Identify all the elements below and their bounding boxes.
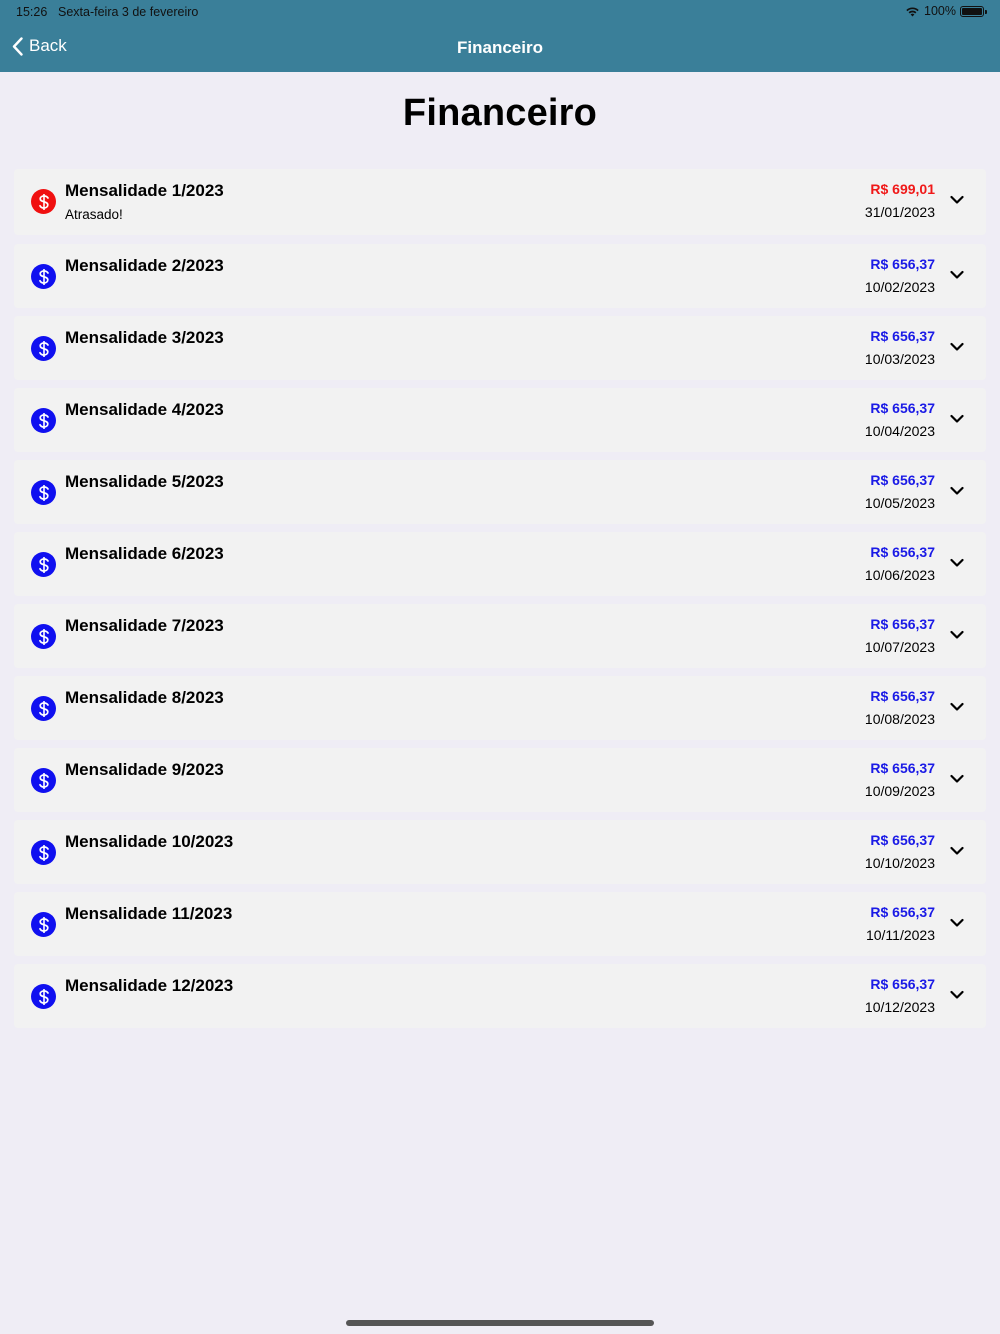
item-amount: R$ 656,37 xyxy=(870,544,935,560)
dollar-icon xyxy=(31,984,56,1009)
item-amount: R$ 656,37 xyxy=(870,472,935,488)
item-title: Mensalidade 10/2023 xyxy=(65,832,234,851)
status-date: Sexta-feira 3 de fevereiro xyxy=(58,5,199,19)
item-due-date: 10/11/2023 xyxy=(865,927,935,943)
item-amount: R$ 656,37 xyxy=(870,976,935,992)
item-amount: R$ 656,37 xyxy=(870,832,935,848)
dollar-icon xyxy=(31,189,56,214)
dollar-icon xyxy=(31,480,56,505)
status-indicators xyxy=(905,4,984,18)
battery-icon xyxy=(960,6,984,17)
dollar-icon xyxy=(31,408,56,433)
item-title: Mensalidade 8/2023 xyxy=(65,688,224,707)
dollar-icon xyxy=(31,264,56,289)
item-title: Mensalidade 4/2023 xyxy=(65,400,224,419)
chevron-down-icon[interactable] xyxy=(950,774,964,784)
dollar-icon xyxy=(31,552,56,577)
navigation-bar xyxy=(0,0,1000,72)
item-amount: R$ 656,37 xyxy=(870,760,935,776)
item-amount: R$ 699,01 xyxy=(870,181,935,197)
item-due-date: 10/06/2023 xyxy=(864,567,935,583)
list-item[interactable] xyxy=(14,820,986,884)
item-title: Mensalidade 3/2023 xyxy=(65,328,224,347)
list-item[interactable] xyxy=(14,388,986,452)
item-due-date: 10/12/2023 xyxy=(864,999,935,1015)
list-item[interactable] xyxy=(14,892,986,956)
chevron-down-icon[interactable] xyxy=(950,846,964,856)
item-due-date: 10/02/2023 xyxy=(864,279,935,295)
item-due-date: 10/04/2023 xyxy=(864,423,935,439)
chevron-down-icon[interactable] xyxy=(950,990,964,1000)
list-item[interactable] xyxy=(14,244,986,308)
item-due-date: 10/09/2023 xyxy=(864,783,935,799)
item-due-date: 10/03/2023 xyxy=(864,351,935,367)
item-amount: R$ 656,37 xyxy=(870,616,935,632)
item-due-date: 10/07/2023 xyxy=(864,639,935,655)
status-bar xyxy=(0,0,1000,24)
dollar-icon xyxy=(31,840,56,865)
chevron-down-icon[interactable] xyxy=(950,702,964,712)
item-amount: R$ 656,37 xyxy=(870,688,935,704)
chevron-down-icon[interactable] xyxy=(950,270,964,280)
item-amount: R$ 656,37 xyxy=(870,328,935,344)
chevron-down-icon[interactable] xyxy=(950,558,964,568)
dollar-icon xyxy=(31,912,56,937)
list-item[interactable] xyxy=(14,748,986,812)
list-item[interactable] xyxy=(14,169,986,235)
chevron-down-icon[interactable] xyxy=(950,486,964,496)
item-title: Mensalidade 9/2023 xyxy=(65,760,224,779)
dollar-icon xyxy=(31,336,56,361)
item-amount: R$ 656,37 xyxy=(870,904,935,920)
dollar-icon xyxy=(31,696,56,721)
item-title: Mensalidade 5/2023 xyxy=(65,472,224,491)
item-due-date: 10/05/2023 xyxy=(864,495,935,511)
item-status: Atrasado! xyxy=(65,207,123,222)
page-title: Financeiro xyxy=(402,92,598,134)
item-amount: R$ 656,37 xyxy=(870,256,935,272)
item-due-date: 10/08/2023 xyxy=(864,711,935,727)
wifi-icon xyxy=(905,6,920,17)
list-item[interactable] xyxy=(14,460,986,524)
list-item[interactable] xyxy=(14,964,986,1028)
chevron-down-icon[interactable] xyxy=(950,342,964,352)
item-amount: R$ 656,37 xyxy=(870,400,935,416)
list-item[interactable] xyxy=(14,316,986,380)
battery-percent: 100% xyxy=(924,4,956,18)
item-title: Mensalidade 1/2023 xyxy=(65,181,224,200)
chevron-down-icon[interactable] xyxy=(950,195,964,205)
chevron-down-icon[interactable] xyxy=(950,918,964,928)
status-time: 15:26 xyxy=(16,5,48,19)
list-item[interactable] xyxy=(14,604,986,668)
home-indicator[interactable] xyxy=(346,1320,654,1326)
list-item[interactable] xyxy=(14,532,986,596)
payment-list xyxy=(14,169,986,1036)
item-due-date: 10/10/2023 xyxy=(864,855,935,871)
chevron-down-icon[interactable] xyxy=(950,630,964,640)
nav-title: Financeiro xyxy=(457,38,543,57)
list-item[interactable] xyxy=(14,676,986,740)
item-title: Mensalidade 11/2023 xyxy=(65,904,233,923)
chevron-down-icon[interactable] xyxy=(950,414,964,424)
item-title: Mensalidade 2/2023 xyxy=(65,256,224,275)
item-title: Mensalidade 6/2023 xyxy=(65,544,224,563)
item-due-date: 31/01/2023 xyxy=(864,204,935,220)
item-title: Mensalidade 12/2023 xyxy=(65,976,234,995)
dollar-icon xyxy=(31,624,56,649)
back-label: Back xyxy=(29,36,67,55)
dollar-icon xyxy=(31,768,56,793)
item-title: Mensalidade 7/2023 xyxy=(65,616,224,635)
